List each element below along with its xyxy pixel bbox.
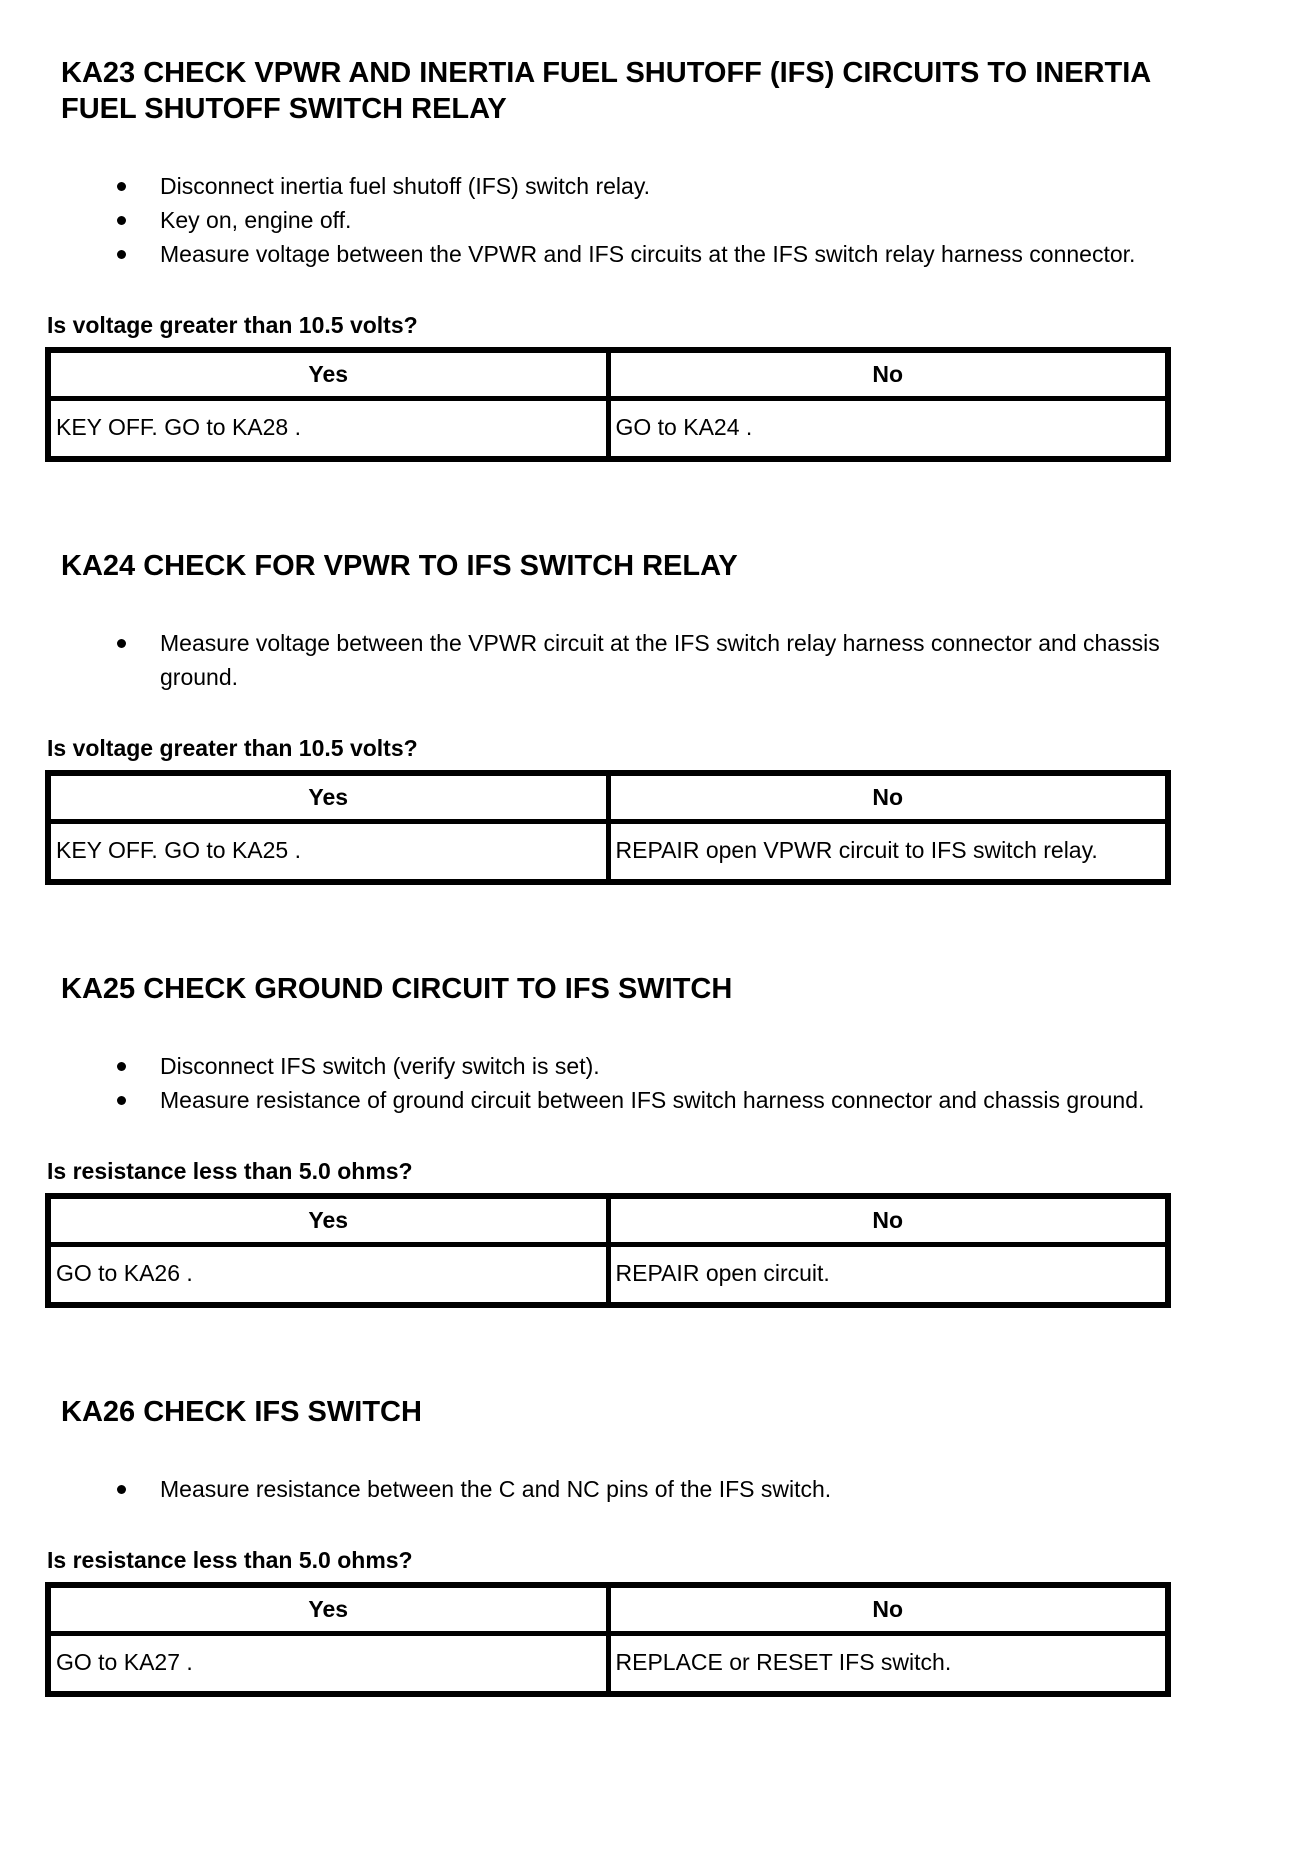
- no-action-cell: REPLACE or RESET IFS switch.: [608, 1634, 1168, 1695]
- yes-action-cell: GO to KA26 .: [48, 1245, 608, 1306]
- decision-question: Is voltage greater than 10.5 volts?: [47, 735, 418, 761]
- table-row: [48, 1634, 1168, 1695]
- no-header-cell: No: [608, 350, 1168, 399]
- procedure-step: Measure resistance between the C and NC pins of the IFS switch.: [45, 1472, 1171, 1506]
- section-title: KA25 CHECK GROUND CIRCUIT TO IFS SWITCH: [61, 973, 733, 1005]
- no-header-cell: No: [608, 1196, 1168, 1245]
- decision-table: [45, 770, 1171, 885]
- table-header-row: [48, 773, 1168, 822]
- no-action-cell: GO to KA24 .: [608, 399, 1168, 460]
- yes-action-cell: KEY OFF. GO to KA28 .: [48, 399, 608, 460]
- procedure-steps: [45, 1472, 1171, 1506]
- procedure-steps: [45, 169, 1171, 271]
- no-header-cell: No: [608, 773, 1168, 822]
- section-title: KA26 CHECK IFS SWITCH: [61, 1396, 422, 1428]
- table-row: [48, 822, 1168, 883]
- decision-question: Is voltage greater than 10.5 volts?: [47, 312, 418, 338]
- yes-action-cell: KEY OFF. GO to KA25 .: [48, 822, 608, 883]
- yes-header-cell: Yes: [48, 773, 608, 822]
- table-header-row: [48, 1196, 1168, 1245]
- yes-header-cell: Yes: [48, 1585, 608, 1634]
- table-row: [48, 1245, 1168, 1306]
- section-ka24: [45, 548, 1171, 885]
- section-title: KA24 CHECK FOR VPWR TO IFS SWITCH RELAY: [61, 550, 738, 582]
- table-header-row: [48, 350, 1168, 399]
- procedure-steps: [45, 1049, 1171, 1117]
- procedure-step: Key on, engine off.: [45, 203, 1171, 237]
- no-header-cell: No: [608, 1585, 1168, 1634]
- yes-action-cell: GO to KA27 .: [48, 1634, 608, 1695]
- yes-header-cell: Yes: [48, 350, 608, 399]
- procedure-step: Disconnect inertia fuel shutoff (IFS) switch relay.: [45, 169, 1171, 203]
- decision-question: Is resistance less than 5.0 ohms?: [47, 1158, 413, 1184]
- table-header-row: [48, 1585, 1168, 1634]
- decision-question: Is resistance less than 5.0 ohms?: [47, 1547, 413, 1573]
- procedure-steps: [45, 626, 1171, 694]
- procedure-step: Measure voltage between the VPWR and IFS circuits at the IFS switch relay harness connector.: [45, 237, 1171, 271]
- procedure-step: Disconnect IFS switch (verify switch is set).: [45, 1049, 1171, 1083]
- table-row: [48, 399, 1168, 460]
- no-action-cell: REPAIR open VPWR circuit to IFS switch relay.: [608, 822, 1168, 883]
- no-action-cell: REPAIR open circuit.: [608, 1245, 1168, 1306]
- section-title: KA23 CHECK VPWR AND INERTIA FUEL SHUTOFF (IFS) CIRCUITS TO INERTIA FUEL SHUTOFF SWITCH RELAY: [61, 57, 1151, 125]
- section-ka25: [45, 971, 1171, 1308]
- decision-table: [45, 1582, 1171, 1697]
- section-ka26: [45, 1394, 1171, 1697]
- decision-table: [45, 1193, 1171, 1308]
- decision-table: [45, 347, 1171, 462]
- procedure-step: Measure resistance of ground circuit between IFS switch harness connector and chassis ground.: [45, 1083, 1171, 1117]
- yes-header-cell: Yes: [48, 1196, 608, 1245]
- procedure-step: Measure voltage between the VPWR circuit at the IFS switch relay harness connector and chassis ground.: [45, 626, 1171, 694]
- section-ka23: [45, 55, 1171, 462]
